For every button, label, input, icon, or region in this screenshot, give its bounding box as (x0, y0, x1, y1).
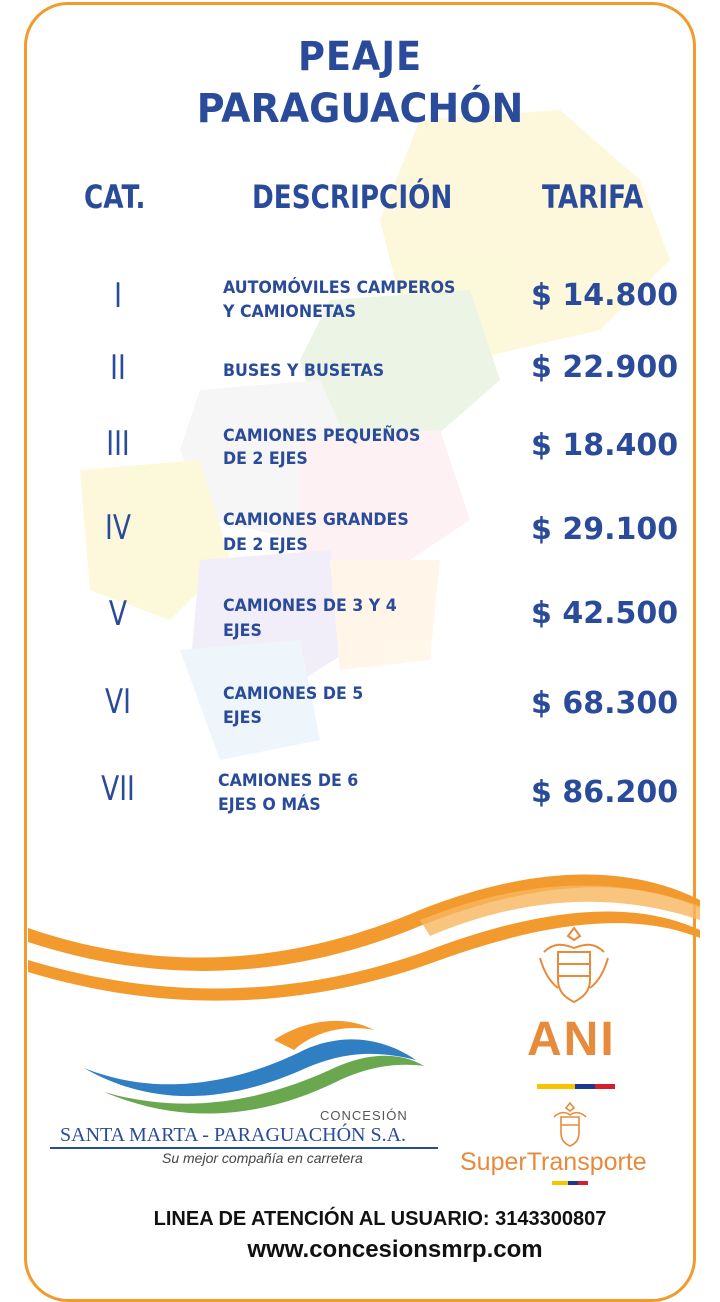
tariff-row (0, 276, 720, 336)
description-line1: CAMIONES PEQUEÑOS (223, 426, 421, 446)
rate-cell: $ 86.200 (531, 775, 679, 810)
description-line1: CAMIONES DE 6 (218, 771, 359, 791)
colombia-coat-of-arms-icon (548, 1100, 592, 1150)
rate-cell: $ 42.500 (531, 596, 679, 631)
rate-cell: $ 68.300 (531, 686, 679, 721)
description-line1: AUTOMÓVILES CAMPEROS (223, 278, 456, 298)
description-line2: DE 2 EJES (223, 449, 308, 469)
description-line2: DE 2 EJES (223, 535, 308, 555)
category-cell: II (110, 348, 126, 388)
concession-slogan: Su mejor compañía en carretera (162, 1150, 363, 1166)
supertransporte-logo-text: SuperTransporte (460, 1148, 647, 1176)
description-line2: EJES (223, 621, 262, 641)
page-title-line1: PEAJE (297, 34, 423, 80)
page-title-line2: PARAGUACHÓN (196, 86, 524, 132)
category-cell: IV (105, 508, 131, 548)
header-category: CAT. (84, 178, 146, 216)
rate-cell: $ 29.100 (531, 512, 679, 547)
tariff-row (0, 682, 720, 742)
flag-blue (568, 1181, 578, 1185)
description-line2: EJES (223, 708, 262, 728)
category-cell: VII (101, 769, 135, 809)
ani-logo-text: ANI (527, 1013, 616, 1066)
category-cell: VI (105, 682, 131, 722)
category-cell: III (106, 424, 130, 464)
concession-divider (50, 1147, 438, 1149)
tariff-row (0, 769, 720, 829)
flag-red (595, 1084, 615, 1089)
description-line2: Y CAMIONETAS (223, 302, 357, 322)
rate-cell: $ 22.900 (531, 350, 679, 385)
header-rate: TARIFA (542, 178, 644, 216)
flag-yellow (537, 1084, 575, 1089)
flag-yellow (552, 1181, 568, 1185)
tariff-row (0, 348, 720, 408)
concession-name: SANTA MARTA - PARAGUACHÓN S.A. (60, 1124, 407, 1146)
flag-blue (575, 1084, 595, 1089)
colombia-coat-of-arms-icon (534, 922, 614, 1008)
description-line1: CAMIONES DE 3 Y 4 (223, 596, 397, 616)
flag-red (578, 1181, 588, 1185)
tariff-row (0, 424, 720, 484)
header-description: DESCRIPCIÓN (252, 178, 453, 216)
tariff-row (0, 508, 720, 568)
category-cell: V (108, 594, 128, 634)
description-line1: CAMIONES DE 5 (223, 684, 364, 704)
concession-label: CONCESIÓN (320, 1108, 408, 1123)
user-service-line: LINEA DE ATENCIÓN AL USUARIO: 3143300807 (153, 1208, 607, 1230)
rate-cell: $ 14.800 (531, 278, 679, 313)
description-line1: CAMIONES GRANDES (223, 510, 409, 530)
tariff-row (0, 594, 720, 654)
description-line2: EJES O MÁS (218, 795, 321, 815)
category-cell: I (114, 276, 122, 316)
description-line1: BUSES Y BUSETAS (223, 361, 385, 381)
rate-cell: $ 18.400 (531, 428, 679, 463)
website-link[interactable]: www.concesionsmrp.com (247, 1236, 543, 1263)
